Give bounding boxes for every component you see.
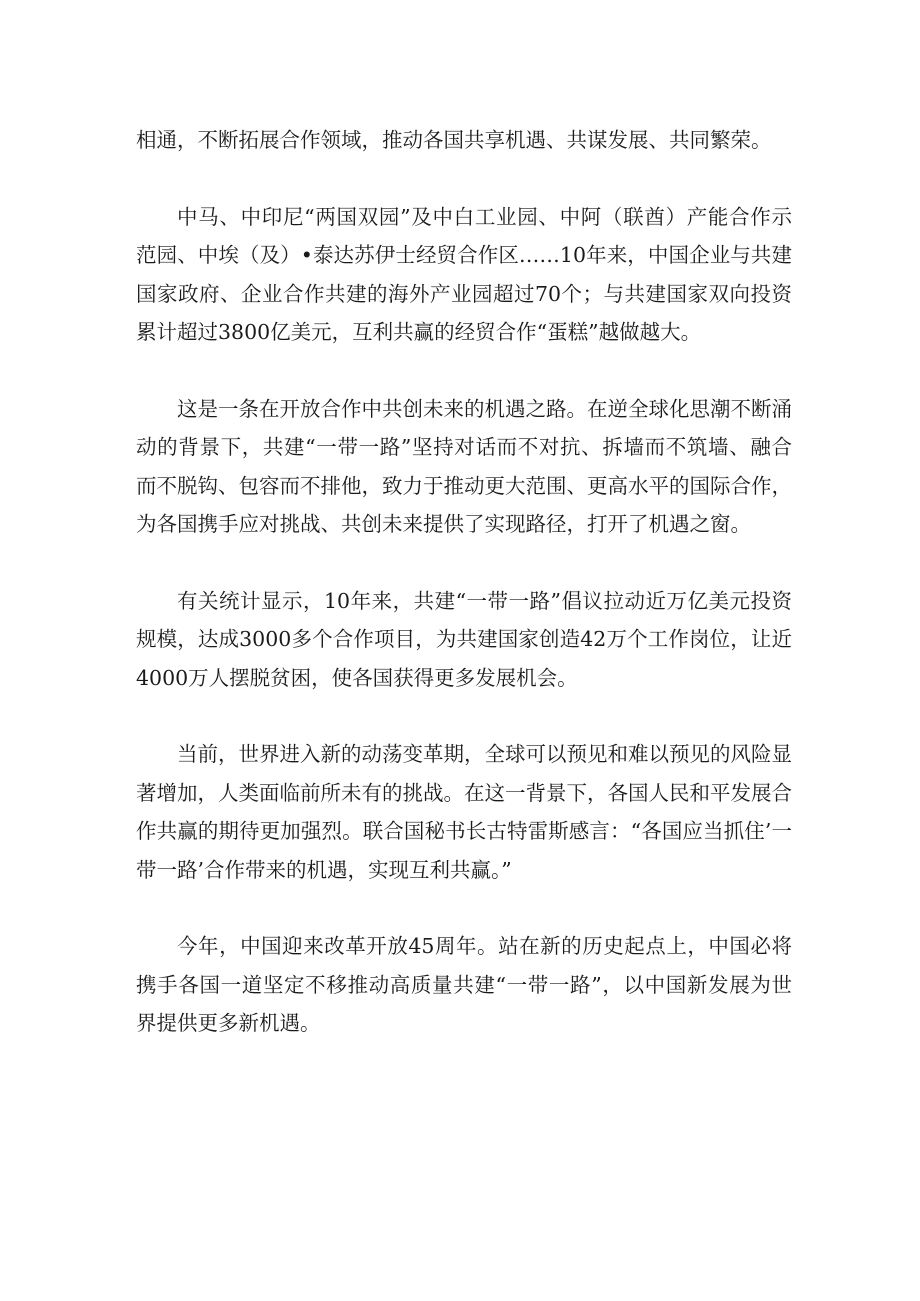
paragraph-5: 当前，世界进入新的动荡变革期，全球可以预见和难以预见的风险显著增加，人类面临前所未有的挑战。在这一背景下，各国人民和平发展合作共赢的期待更加强烈。联合国秘书长古特雷斯感言：“各国应当抓住’一带一路’合作带来的机遇，实现互利共赢。” xyxy=(136,742,792,882)
article-body xyxy=(136,121,792,1081)
paragraph-6: 今年，中国迎来改革开放45周年。站在新的历史起点上，中国必将携手各国一道坚定不移推动高质量共建“一带一路”，以中国新发展为世界提供更多新机遇。 xyxy=(136,934,792,1035)
paragraph-2: 中马、中印尼“两国双园”及中白工业园、中阿（联酋）产能合作示范园、中埃（及）•泰达苏伊士经贸合作区……10年来，中国企业与共建国家政府、企业合作共建的海外产业园超过70个；与共建国家双向投资累计超过3800亿美元，互利共赢的经贸合作“蛋糕”越做越大。 xyxy=(136,204,792,344)
paragraph-3: 这是一条在开放合作中共创未来的机遇之路。在逆全球化思潮不断涌动的背景下，共建“一带一路”坚持对话而不对抗、拆墙而不筑墙、融合而不脱钩、包容而不排他，致力于推动更大范围、更高水平的国际合作，为各国携手应对挑战、共创未来提供了实现路径，打开了机遇之窗。 xyxy=(136,396,792,536)
paragraph-1: 相通，不断拓展合作领域，推动各国共享机遇、共谋发展、共同繁荣。 xyxy=(136,128,772,152)
paragraph-4: 有关统计显示，10年来，共建“一带一路”倡议拉动近万亿美元投资规模，达成3000多个合作项目，为共建国家创造42万个工作岗位，让近4000万人摆脱贫困，使各国获得更多发展机会。 xyxy=(136,588,792,690)
